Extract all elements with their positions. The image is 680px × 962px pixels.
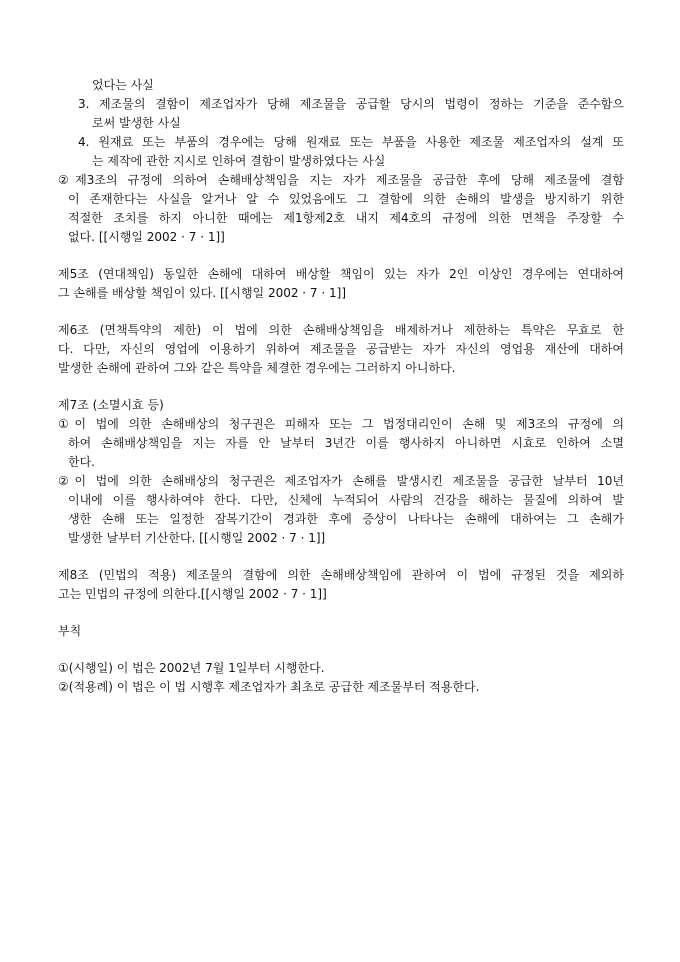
article-line: 제6조 (면책특약의 제한) 이 법에 의한 손해배상책임을 배제하거나 제한하는 특약은 무효로 한 <box>58 323 624 337</box>
article4-item3 <box>58 95 624 133</box>
addenda <box>58 622 624 697</box>
article8 <box>58 566 624 604</box>
article5 <box>58 265 624 303</box>
item3-line: 로써 발생한 사실 <box>92 116 181 130</box>
item3-line: 3. 제조물의 결함이 제조업자가 당해 제조물을 공급할 당시의 법령이 정하는 기준을 준수함으 <box>78 97 624 111</box>
addenda-item: ①(시행일) 이 법은 2002년 7월 1일부터 시행한다. <box>58 661 325 675</box>
addenda-item: ②(적용례) 이 법은 이 법 시행후 제조업자가 최초로 공급한 제조물부터 적용한다. <box>58 680 480 694</box>
paragraph-line: ②이 법에 의한 손해배상의 청구권은 제조업자가 손해를 발생시킨 제조물을 공급한 날부터 10년 <box>58 474 624 488</box>
paragraph-line: 이 존재한다는 사실을 알거나 알 수 있었음에도 그 결함에 의한 손해의 발생을 방지하기 위한 <box>68 192 624 206</box>
paragraph-line: 없다. [[시행일 2002 · 7 · 1]] <box>68 230 225 244</box>
article-line: 그 손해를 배상할 책임이 있다. [[시행일 2002 · 7 · 1]] <box>58 286 347 300</box>
paragraph-line: ①이 법에 의한 손해배상의 청구권은 피해자 또는 그 법정대리인이 손해 및 제3조의 규정에 의 <box>58 417 624 431</box>
paragraph-line: 발생한 날부터 기산한다. [[시행일 2002 · 7 · 1]] <box>68 531 326 545</box>
article7-paragraph2 <box>58 472 624 548</box>
article7-paragraph1 <box>58 415 624 472</box>
article-line: 고는 민법의 규정에 의한다.[[시행일 2002 · 7 · 1]] <box>58 587 327 601</box>
paragraph-line: 이내에 이를 행사하여야 한다. 다만, 신체에 누적되어 사람의 건강을 해하는 물질에 의하여 발 <box>68 493 624 507</box>
paragraph-line: ②제3조의 규정에 의하여 손해배상책임을 지는 자가 제조물을 공급한 후에 당해 제조물에 결함 <box>58 173 624 187</box>
paragraph-line: 생한 손해 또는 일정한 잠복기간이 경과한 후에 증상이 나타나는 손해에 대하여는 그 손해가 <box>68 512 624 526</box>
article4-remainder <box>58 76 624 247</box>
document-body <box>58 76 624 697</box>
article4-paragraph2 <box>58 171 624 247</box>
addenda-heading: 부칙 <box>58 624 82 638</box>
article6 <box>58 321 624 378</box>
article7 <box>58 396 624 548</box>
article-line: 제8조 (민법의 적용) 제조물의 결함에 의한 손해배상책임에 관하여 이 법에 규정된 것을 제외하 <box>58 568 624 582</box>
paragraph-line: 하여 손해배상책임을 지는 자를 안 날부터 3년간 이를 행사하지 아니하면 시효로 인하여 소멸 <box>68 436 624 450</box>
article-line: 다. 다만, 자신의 영업에 이용하기 위하여 제조물을 공급받는 자가 자신의 영업용 재산에 대하여 <box>58 342 624 356</box>
article-line: 발생한 손해에 관하여 그와 같은 특약을 체결한 경우에는 그러하지 아니하다. <box>58 361 456 375</box>
article-heading: 제7조 (소멸시효 등) <box>58 398 164 412</box>
article-line: 제5조 (연대책임) 동일한 손해에 대하여 배상할 책임이 있는 자가 2인 이상인 경우에는 연대하여 <box>58 267 624 281</box>
paragraph-line: 한다. <box>68 455 95 469</box>
item2-continuation: 었다는 사실 <box>92 78 154 92</box>
item4-line: 는 제작에 관한 지시로 인하여 결함이 발생하였다는 사실 <box>92 154 386 168</box>
article4-item4 <box>58 133 624 171</box>
item4-line: 4. 원재료 또는 부품의 경우에는 당해 원재료 또는 부품을 사용한 제조물 제조업자의 설계 또 <box>78 135 624 149</box>
paragraph-line: 적절한 조치를 하지 아니한 때에는 제1항제2호 내지 제4호의 규정에 의한 면책을 주장할 수 <box>68 211 624 225</box>
